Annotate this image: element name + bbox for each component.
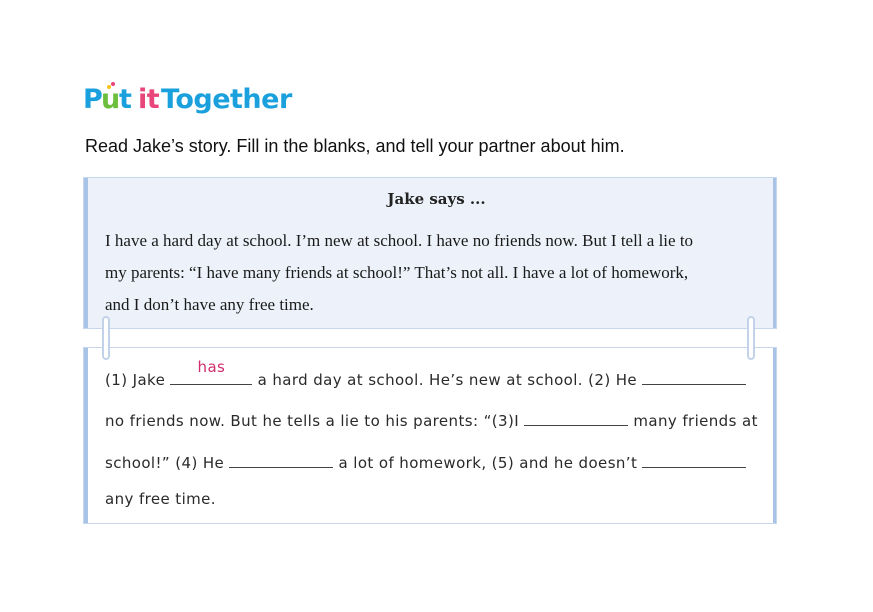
exercise-line-1 xyxy=(105,358,746,389)
svg-text:P: P xyxy=(83,84,103,115)
exercise-text-segment: no friends now. But he tells a lie to his parents: “(3)I xyxy=(105,412,520,430)
blank-2[interactable] xyxy=(642,366,746,385)
blank-3[interactable] xyxy=(524,407,628,426)
story-title: Jake says ... xyxy=(387,190,486,208)
blank-1[interactable] xyxy=(170,358,252,385)
logo-graphic xyxy=(83,78,292,122)
binder-ring-left xyxy=(102,316,110,360)
svg-text:t: t xyxy=(119,84,132,115)
answer-1: has xyxy=(197,358,226,376)
blank-4[interactable] xyxy=(229,449,333,468)
exercise-text-segment: a hard day at school. He’s new at school. (2) He xyxy=(257,371,638,389)
exercise-text-segment: (1) Jake xyxy=(105,371,166,389)
exercise-line-2 xyxy=(105,407,758,430)
story-line: I have a hard day at school. I’m new at school. I have no friends now. But I tell a lie to xyxy=(105,231,694,250)
exercise-text-segment: school!” (4) He xyxy=(105,454,225,472)
exercise-text-segment: a lot of homework, (5) and he doesn’t xyxy=(338,454,638,472)
instruction-text: Read Jake’s story. Fill in the blanks, and tell your partner about him. xyxy=(85,136,625,156)
story-line: and I don’t have any free time. xyxy=(105,295,314,314)
exercise-line-3 xyxy=(105,449,746,472)
svg-text:it: it xyxy=(138,84,160,115)
exercise-text-segment: many friends at xyxy=(633,412,758,430)
exercise-line-4 xyxy=(105,490,216,508)
panel-right-bar xyxy=(773,348,776,523)
binder-ring-right xyxy=(747,316,755,360)
story-line: my parents: “I have many friends at school!” That’s not all. I have a lot of homework, xyxy=(105,263,689,282)
panel-left-bar xyxy=(84,348,88,523)
svg-text:Together: Together xyxy=(161,84,292,115)
story-text xyxy=(105,225,770,321)
blank-5[interactable] xyxy=(642,449,746,468)
svg-text:u: u xyxy=(101,84,120,115)
exercise-text-segment: any free time. xyxy=(105,490,216,508)
